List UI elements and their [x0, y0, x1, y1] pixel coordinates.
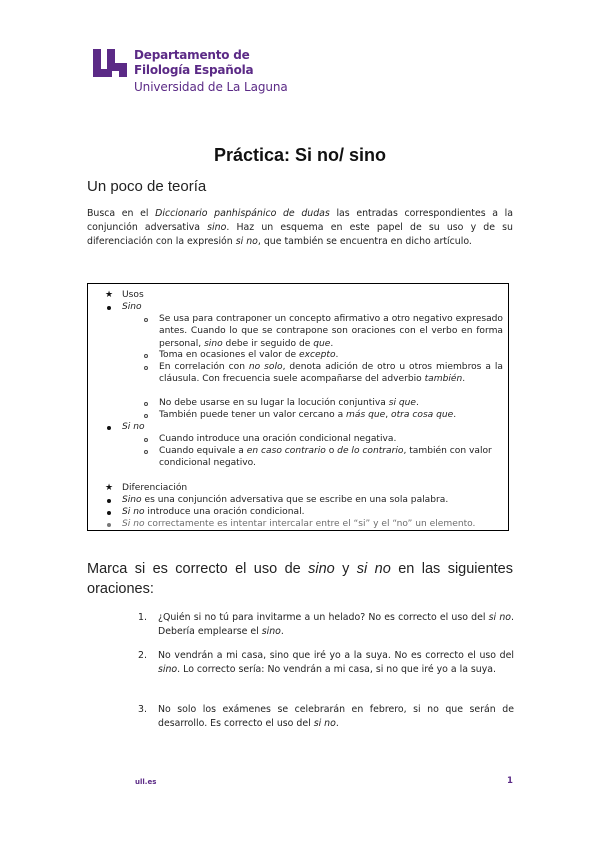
instruction-text: y: [334, 561, 357, 577]
outline-text: También puede tener un valor cercano a: [159, 410, 347, 420]
outline-term: excepto: [299, 350, 336, 360]
outline-term: en caso contrario: [246, 446, 326, 456]
outline-dif-3: [122, 518, 475, 530]
outline-dif-1: [122, 494, 448, 506]
sub-bullet-icon: [144, 366, 148, 370]
star-bullet-icon: ★: [105, 290, 114, 300]
item-term: sino: [158, 664, 178, 676]
university-logo: [92, 47, 312, 97]
exercise-item-1: [158, 611, 514, 639]
bullet-icon: [107, 499, 111, 503]
outline-sino-use-4: [159, 397, 419, 409]
intro-text: Busca en el: [87, 208, 156, 219]
outline-term: más que: [346, 410, 386, 420]
outline-text: es una conjunción adversativa que se escribe en una sola palabra.: [141, 495, 449, 505]
intro-text: las entradas correspondientes a la conjunción adversativa: [87, 208, 513, 234]
item-text: . Lo correcto sería: No vendrán a mi casa, si no que iré yo a la suya.: [177, 664, 497, 676]
outline-term: Sino: [122, 495, 142, 505]
outline-sino-use-5: [159, 409, 456, 421]
outline-text: .: [330, 338, 334, 349]
star-bullet-icon: ★: [105, 483, 114, 493]
bullet-icon: [107, 306, 111, 310]
outline-text: .: [453, 410, 457, 420]
theory-outline-box: [87, 283, 509, 531]
outline-term: no solo: [248, 362, 283, 372]
outline-label-si-no: [122, 421, 145, 433]
instruction-text: en las siguientes oraciones:: [87, 561, 513, 597]
logo-department-line1: Departamento de: [134, 48, 250, 62]
item-text: No solo los exámenes se celebrarán en febrero, si no que serán de desarrollo. Es correcto el uso del: [158, 704, 514, 730]
sub-bullet-icon: [144, 402, 148, 406]
outline-text: .: [416, 398, 419, 408]
outline-text: , denota adición de otro u otros miembros a la cláusula. Con frecuencia suele acompañarse del adverbio: [159, 362, 503, 385]
outline-term: si que: [388, 398, 417, 408]
outline-sino-use-1: [159, 313, 503, 350]
intro-term: si no: [235, 236, 258, 248]
outline-text: ,: [385, 410, 392, 420]
outline-text: .: [335, 350, 339, 360]
exercise-item-number: 2.: [138, 650, 147, 661]
outline-text: En correlación con: [159, 362, 249, 372]
outline-heading-diferenciacion: Diferenciación: [122, 483, 188, 493]
footer-website: ull.es: [135, 778, 157, 786]
outline-text: debe ir seguido de: [222, 338, 314, 349]
page-number: 1: [507, 776, 513, 786]
item-text: .: [335, 718, 339, 730]
intro-text: . Haz un esquema en este papel de su uso y de su diferenciación con la expresión: [87, 222, 513, 248]
sub-bullet-icon: [144, 438, 148, 442]
outline-label-sino: [122, 301, 142, 313]
outline-dif-2: [122, 506, 304, 518]
outline-sino-use-2: [159, 349, 338, 361]
intro-dictionary-name: Diccionario panhispánico de dudas: [155, 208, 330, 219]
intro-paragraph: [87, 207, 513, 250]
exercise-item-2: [158, 649, 514, 677]
item-text: No vendrán a mi casa, sino que iré yo a la suya. No es correcto el uso del: [158, 650, 514, 661]
item-term: si no: [488, 612, 512, 623]
outline-text: .: [462, 374, 466, 385]
outline-text: Cuando equivale a: [159, 446, 247, 456]
outline-si-no-use-1: Cuando introduce una oración condicional negativa.: [159, 434, 397, 444]
item-term: sino: [261, 626, 281, 638]
instruction-text: Marca si es correcto el uso de: [87, 561, 309, 577]
logo-department-line2: Filología Española: [134, 63, 254, 77]
outline-text: Toma en ocasiones el valor de: [159, 350, 300, 360]
bullet-icon: [107, 523, 111, 527]
item-text: ¿Quién si no tú para invitarme a un helado? No es correcto el uso del: [158, 612, 489, 623]
outline-text: Se usa para contraponer un concepto afirmativo a otro negativo expresado antes. Cuando lo que se contrapone son oraciones con el verbo en forma personal,: [159, 314, 503, 349]
sub-bullet-icon: [144, 414, 148, 418]
outline-text: introduce una oración condicional.: [144, 507, 305, 517]
outline-term: de lo contrario: [337, 446, 404, 456]
outline-sino-use-3: [159, 361, 503, 386]
item-text: .: [280, 626, 284, 638]
outline-term: también: [424, 374, 463, 385]
outline-term: Sino: [122, 302, 142, 312]
outline-term: sino: [204, 338, 223, 349]
sub-bullet-icon: [144, 450, 148, 454]
item-text: . Debería emplearse el: [158, 612, 515, 638]
item-term: si no: [313, 718, 336, 730]
exercise-item-number: 1.: [138, 612, 147, 623]
outline-text: o: [325, 446, 338, 456]
outline-term: otra cosa que: [391, 410, 454, 420]
instruction-term: si no: [356, 561, 391, 577]
section-title: Un poco de teoría: [87, 178, 207, 195]
outline-text: No debe usarse en su lugar la locución conjuntiva: [159, 398, 389, 408]
exercise-instruction: [87, 560, 513, 599]
bullet-icon: [107, 511, 111, 515]
sub-bullet-icon: [144, 354, 148, 358]
ull-logo-icon: [92, 47, 128, 79]
outline-text: , también con valor condicional negativo.: [159, 446, 492, 469]
outline-si-no-use-2: [159, 445, 503, 470]
sub-bullet-icon: [144, 318, 148, 322]
bullet-icon: [107, 426, 111, 430]
outline-term: Si no: [122, 507, 145, 517]
logo-university: Universidad de La Laguna: [134, 80, 288, 94]
outline-term: Si no: [122, 519, 145, 529]
page-title: Práctica: Si no/ sino: [213, 145, 387, 165]
outline-term: Si no: [122, 422, 145, 432]
instruction-term: sino: [308, 561, 335, 577]
outline-text: correctamente es intentar intercalar entre el “si” y el “no” un elemento.: [144, 519, 476, 529]
intro-term: sino: [207, 222, 227, 234]
exercise-item-number: 3.: [138, 704, 147, 715]
exercise-item-3: [158, 703, 514, 731]
intro-text: , que también se encuentra en dicho artículo.: [257, 236, 472, 248]
outline-heading-usos: Usos: [122, 290, 144, 300]
outline-term: que: [313, 338, 331, 349]
